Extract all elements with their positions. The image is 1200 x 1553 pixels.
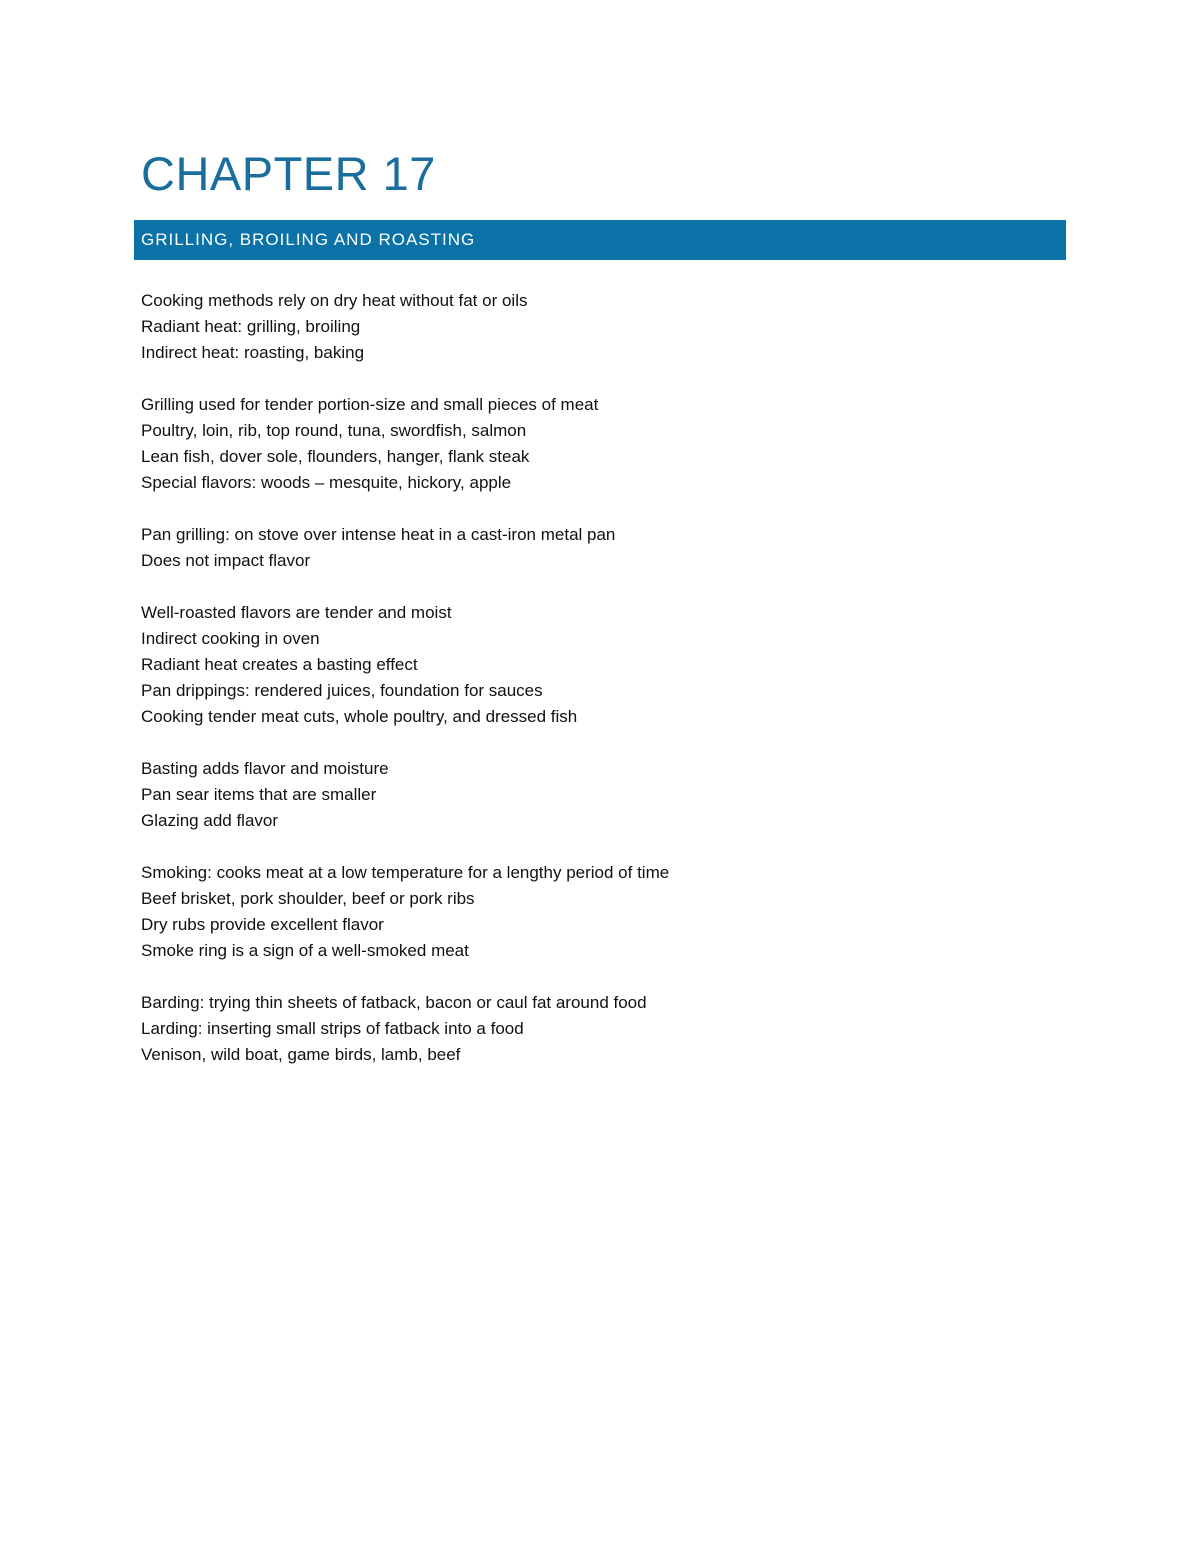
note-group xyxy=(141,392,1041,496)
note-line: Venison, wild boat, game birds, lamb, beef xyxy=(141,1045,461,1064)
note-line: Poultry, loin, rib, top round, tuna, swordfish, salmon xyxy=(141,421,527,440)
notes-body xyxy=(141,288,1041,1094)
note-line: Radiant heat creates a basting effect xyxy=(141,655,418,674)
note-line: Pan sear items that are smaller xyxy=(141,785,377,804)
note-line: Special flavors: woods – mesquite, hickory, apple xyxy=(141,473,512,492)
section-title: GRILLING, BROILING AND ROASTING xyxy=(141,230,476,249)
note-line: Smoking: cooks meat at a low temperature for a lengthy period of time xyxy=(141,863,670,882)
note-line: Cooking methods rely on dry heat without fat or oils xyxy=(141,291,528,310)
note-line: Indirect cooking in oven xyxy=(141,629,320,648)
note-line: Barding: trying thin sheets of fatback, bacon or caul fat around food xyxy=(141,993,647,1012)
note-group xyxy=(141,756,1041,834)
note-line: Cooking tender meat cuts, whole poultry, and dressed fish xyxy=(141,707,578,726)
note-line: Glazing add flavor xyxy=(141,811,279,830)
note-line: Beef brisket, pork shoulder, beef or pork ribs xyxy=(141,889,475,908)
note-line: Basting adds flavor and moisture xyxy=(141,759,389,778)
chapter-title: CHAPTER 17 xyxy=(141,147,436,200)
note-line: Dry rubs provide excellent flavor xyxy=(141,915,384,934)
note-line: Smoke ring is a sign of a well-smoked meat xyxy=(141,941,469,960)
note-line: Pan drippings: rendered juices, foundation for sauces xyxy=(141,681,543,700)
note-line: Grilling used for tender portion-size and small pieces of meat xyxy=(141,395,599,414)
note-group xyxy=(141,600,1041,730)
note-line: Pan grilling: on stove over intense heat in a cast-iron metal pan xyxy=(141,525,616,544)
note-line: Larding: inserting small strips of fatback into a food xyxy=(141,1019,524,1038)
note-group xyxy=(141,860,1041,964)
note-group xyxy=(141,990,1041,1068)
note-line: Well-roasted flavors are tender and moist xyxy=(141,603,452,622)
note-line: Radiant heat: grilling, broiling xyxy=(141,317,361,336)
note-line: Does not impact flavor xyxy=(141,551,311,570)
note-group xyxy=(141,522,1041,574)
note-line: Indirect heat: roasting, baking xyxy=(141,343,365,362)
section-heading-bar xyxy=(134,220,1066,260)
note-line: Lean fish, dover sole, flounders, hanger, flank steak xyxy=(141,447,530,466)
note-group xyxy=(141,288,1041,366)
